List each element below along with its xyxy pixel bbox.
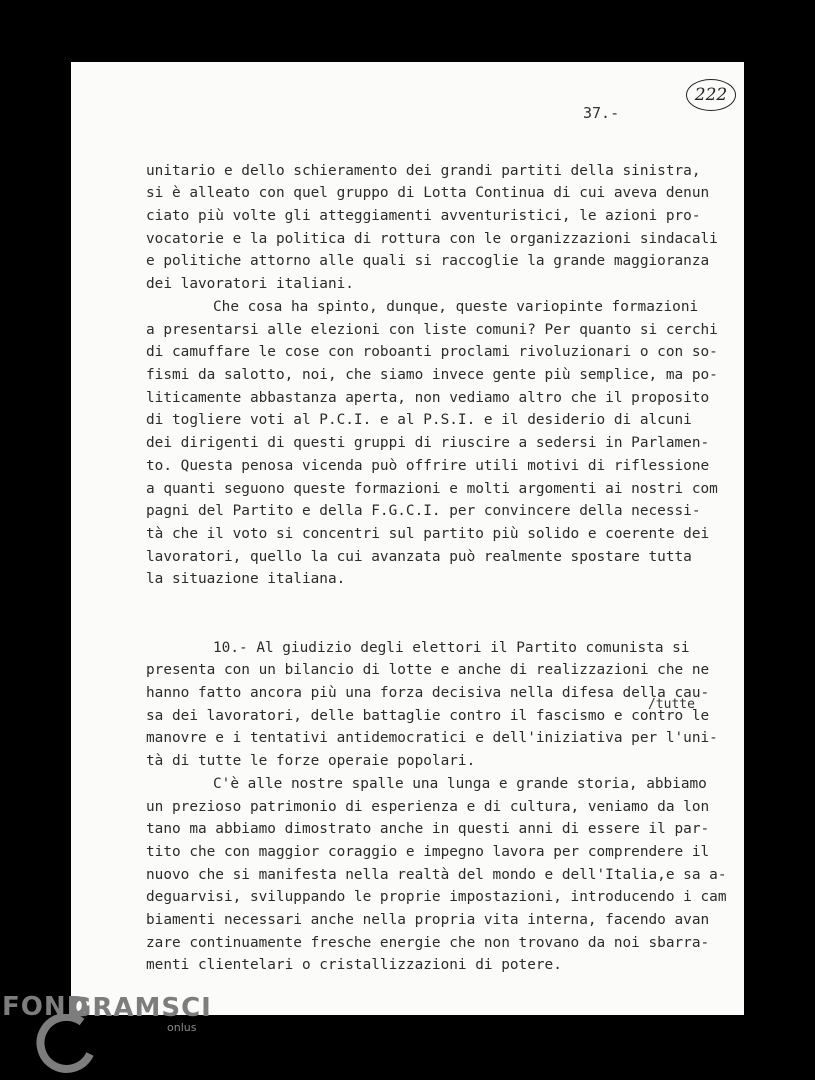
text-line: lavoratori, quello la cui avanzata può realmente spostare tutta xyxy=(146,549,692,565)
text-line: deguarvisi, sviluppando le proprie impostazioni, introducendo i cam xyxy=(146,889,727,905)
text-line: nuovo che si manifesta nella realtà del mondo e dell'Italia,e sa a- xyxy=(146,867,727,883)
text-line: dei lavoratori italiani. xyxy=(146,276,354,292)
text-line: a presentarsi alle elezioni con liste comuni? Per quanto si cerchi xyxy=(146,322,718,338)
text-line: 10.- Al giudizio degli elettori il Partito comunista si xyxy=(213,640,690,656)
logo-line-2: GRAMSCI xyxy=(70,993,212,1023)
archive-number-stamp: 222 xyxy=(686,79,736,111)
text-line: tano ma abbiamo dimostrato anche in questi anni di essere il par- xyxy=(146,821,710,837)
text-line: hanno fatto ancora più una forza decisiva nella difesa della cau- xyxy=(146,685,710,701)
logo-subtitle: onlus xyxy=(167,1021,197,1034)
text-line: di camuffare le cose con roboanti proclami rivoluzionari o con so- xyxy=(146,344,718,360)
text-line: tà di tutte le forze operaie popolari. xyxy=(146,753,476,769)
text-line: C'è alle nostre spalle una lunga e grande storia, abbiamo xyxy=(213,776,707,792)
text-line: la situazione italiana. xyxy=(146,571,346,587)
text-line: liticamente abbastanza aperta, non vediamo altro che il proposito xyxy=(146,390,710,406)
text-line: si è alleato con quel gruppo di Lotta Continua di cui aveva denun xyxy=(146,185,710,201)
text-line: dei dirigenti di questi gruppi di riuscire a sedersi in Parlamen- xyxy=(146,435,710,451)
text-line: vocatorie e la politica di rottura con le organizzazioni sindacali xyxy=(146,231,718,247)
text-line: fismi da salotto, noi, che siamo invece gente più semplice, ma po- xyxy=(146,367,718,383)
text-line: e politiche attorno alle quali si raccoglie la grande maggioranza xyxy=(146,253,710,269)
page-number: 37.- xyxy=(583,104,620,122)
archive-watermark-logo xyxy=(0,990,815,1080)
text-line: di togliere voti al P.C.I. e al P.S.I. e il desiderio di alcuni xyxy=(146,412,692,428)
text-line: Che cosa ha spinto, dunque, queste variopinte formazioni xyxy=(213,299,699,315)
text-line: tito che con maggior coraggio e impegno lavora per comprendere il xyxy=(146,844,710,860)
text-line: tà che il voto si concentri sul partito più solido e coerente dei xyxy=(146,526,710,542)
text-line: a quanti seguono queste formazioni e molti argomenti ai nostri com xyxy=(146,481,718,497)
text-line: biamenti necessari anche nella propria vita interna, facendo avan xyxy=(146,912,710,928)
logo-arc-icon xyxy=(30,1014,100,1074)
text-line: to. Questa penosa vicenda può offrire utili motivi di riflessione xyxy=(146,458,710,474)
logo-line-1: FOND xyxy=(2,992,90,1022)
text-line: presenta con un bilancio di lotte e anche di realizzazioni che ne xyxy=(146,662,710,678)
text-line: unitario e dello schieramento dei grandi partiti della sinistra, xyxy=(146,163,701,179)
text-line: pagni del Partito e della F.G.C.I. per convincere della necessi- xyxy=(146,503,701,519)
text-line: manovre e i tentativi antidemocratici e dell'iniziativa per l'uni- xyxy=(146,730,718,746)
text-line: ciato più volte gli atteggiamenti avventuristici, le azioni pro- xyxy=(146,208,701,224)
text-line: zare continuamente fresche energie che non trovano da noi sbarra- xyxy=(146,935,710,951)
handwritten-margin-note: /tutte xyxy=(648,697,695,712)
text-line: un prezioso patrimonio di esperienza e di cultura, veniamo da lon xyxy=(146,799,710,815)
text-line: menti clientelari o cristallizzazioni di potere. xyxy=(146,957,562,973)
text-line: sa dei lavoratori, delle battaglie contro il fascismo e contro le xyxy=(146,708,710,724)
